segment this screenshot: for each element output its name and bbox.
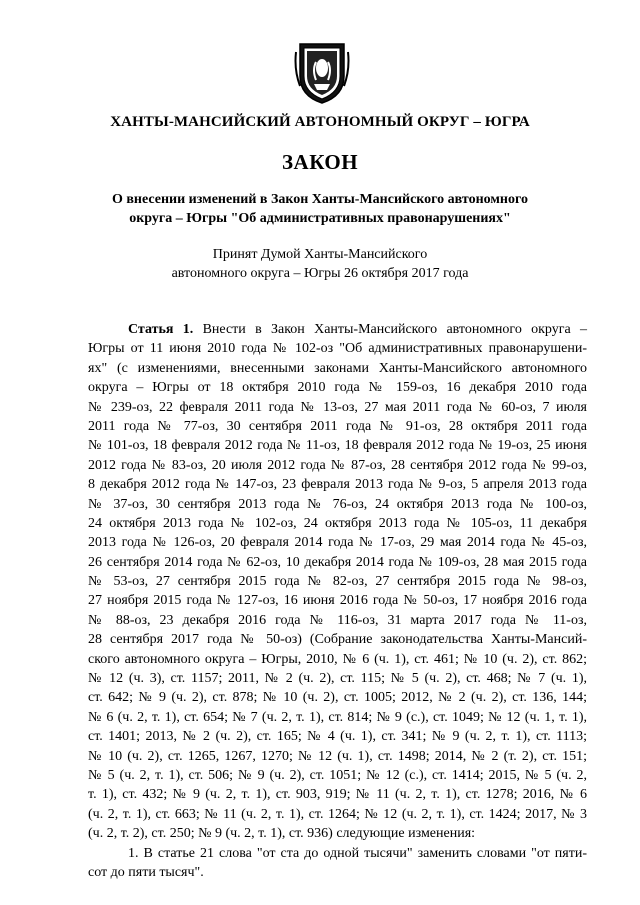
article-line: № 6 (ч. 2, т. 1), ст. 654; № 7 (ч. 2, т. 1), ст. 814; № 9 (с.), ст. 1049; № 12 (ч. 1, т. 1), [88,709,587,725]
article-line: (ч. 2, т. 2), ст. 250; № 9 (ч. 2, т. 1), ст. 936) следующие изменения: [88,826,476,842]
article-line: 24 октября 2013 года № 102-оз, 24 октября 2013 года № 105-оз, 11 декабря [88,515,587,531]
article-1 [88,320,587,882]
article-label: Статья 1. [128,322,194,337]
adoption-note-line: автономного округа – Югры 26 октября 2017 года [171,266,469,281]
article-line: 2013 года № 126-оз, 20 февраля 2014 года № 17-оз, 29 мая 2014 года № 45-оз, [88,535,587,551]
article-line: (ч. 2, т. 1), ст. 663; № 11 (ч. 2, т. 1), ст. 1264; № 12 (ч. 2, т. 1), ст. 1424; 2017, № 3 [88,806,587,822]
article-line: ях" (с изменениями, внесенными законами Ханты-Мансийского автономного [88,360,587,376]
article-line: № 37-оз, 30 сентября 2013 года № 76-оз, 24 октября 2013 года № 100-оз, [88,496,587,512]
article-line [88,320,587,339]
law-subject [0,190,640,228]
document-type-title: ЗАКОН [281,150,359,174]
article-line: № 101-оз, 18 февраля 2012 года № 11-оз, 18 февраля 2012 года № 19-оз, 25 июня [88,438,587,454]
article-line: 2012 года № 83-оз, 20 июля 2012 года № 87-оз, 28 сентября 2012 года № 99-оз, [88,457,587,473]
article-line: 28 сентября 2017 года № 50-оз) (Собрание законодательства Ханты-Мансий- [88,632,587,648]
article-line: 27 ноября 2015 года № 127-оз, 16 июня 2016 года № 50-оз, 17 ноября 2016 года [88,593,587,609]
article-line: ского автономного округа – Югры, 2010, № 6 (ч. 1), ст. 461; № 10 (ч. 2), ст. 862; [88,651,587,667]
article-line: № 53-оз, 27 сентября 2015 года № 82-оз, 27 сентября 2015 года № 98-оз, [88,574,587,590]
article-line: № 5 (ч. 2, т. 1), ст. 506; № 9 (ч. 2), ст. 1051; № 12 (с.), ст. 1414; 2015, № 5 (ч. 2, [88,767,587,783]
article-text: Внести в Закон Ханты-Мансийского автономного округа – [193,322,587,337]
region-title: ХАНТЫ-МАНСИЙСКИЙ АВТОНОМНЫЙ ОКРУГ – ЮГРА [110,114,530,130]
article-line: 2011 года № 77-оз, 30 сентября 2011 года № 91-оз, 28 октября 2011 года [88,418,587,434]
article-line: т. 1), ст. 432; № 9 (ч. 2, т. 1), ст. 903, 919; № 11 (ч. 2, т. 1), ст. 1278; 2016, № 6 [88,787,587,803]
article-line: № 12 (ч. 3), ст. 1157; 2011, № 2 (ч. 2), ст. 115; № 5 (ч. 2), ст. 468; № 7 (ч. 1), [88,671,587,687]
article-line: Югры от 11 июня 2010 года № 102-оз "Об административных правонарушени- [88,341,587,357]
adoption-note [0,245,640,283]
article-line: № 10 (ч. 2), ст. 1265, 1267, 1270; № 12 (ч. 1), ст. 1498; 2014, № 2 (т. 2), ст. 151; [88,748,587,764]
article-line: 26 сентября 2014 года № 62-оз, 10 декабря 2014 года № 109-оз, 28 мая 2015 года [88,554,587,570]
article-line: № 239-оз, 22 февраля 2011 года № 13-оз, 27 мая 2011 года № 60-оз, 7 июля [88,399,587,415]
item-1-line: 1. В статье 21 слова "от ста до одной тысячи" заменить словами "от пяти- [128,845,587,861]
adoption-note-line: Принят Думой Ханты-Мансийского [212,247,428,262]
article-line: 8 декабря 2012 года № 147-оз, 23 февраля 2013 года № 9-оз, 5 апреля 2013 года [88,477,587,493]
article-line: № 88-оз, 23 декабря 2016 года № 116-оз, 31 марта 2017 года № 11-оз, [88,612,587,628]
article-line: округа – Югры от 18 октября 2010 года № 159-оз, 16 декабря 2010 года [88,380,587,396]
article-line: ст. 642; № 9 (ч. 2), ст. 878; № 10 (ч. 2), ст. 1005; 2012, № 2 (ч. 2), ст. 136, 144; [88,690,587,706]
coat-of-arms-icon [294,40,350,106]
article-line: ст. 1401; 2013, № 2 (ч. 2), ст. 165; № 4 (ч. 1), ст. 341; № 9 (ч. 2, т. 1), ст. 1113; [88,729,587,745]
item-1-line: сот до пяти тысяч". [88,864,204,880]
law-subject-line: О внесении изменений в Закон Ханты-Мансийского автономного [111,192,528,207]
law-subject-line: округа – Югры "Об административных правонарушениях" [129,211,511,226]
